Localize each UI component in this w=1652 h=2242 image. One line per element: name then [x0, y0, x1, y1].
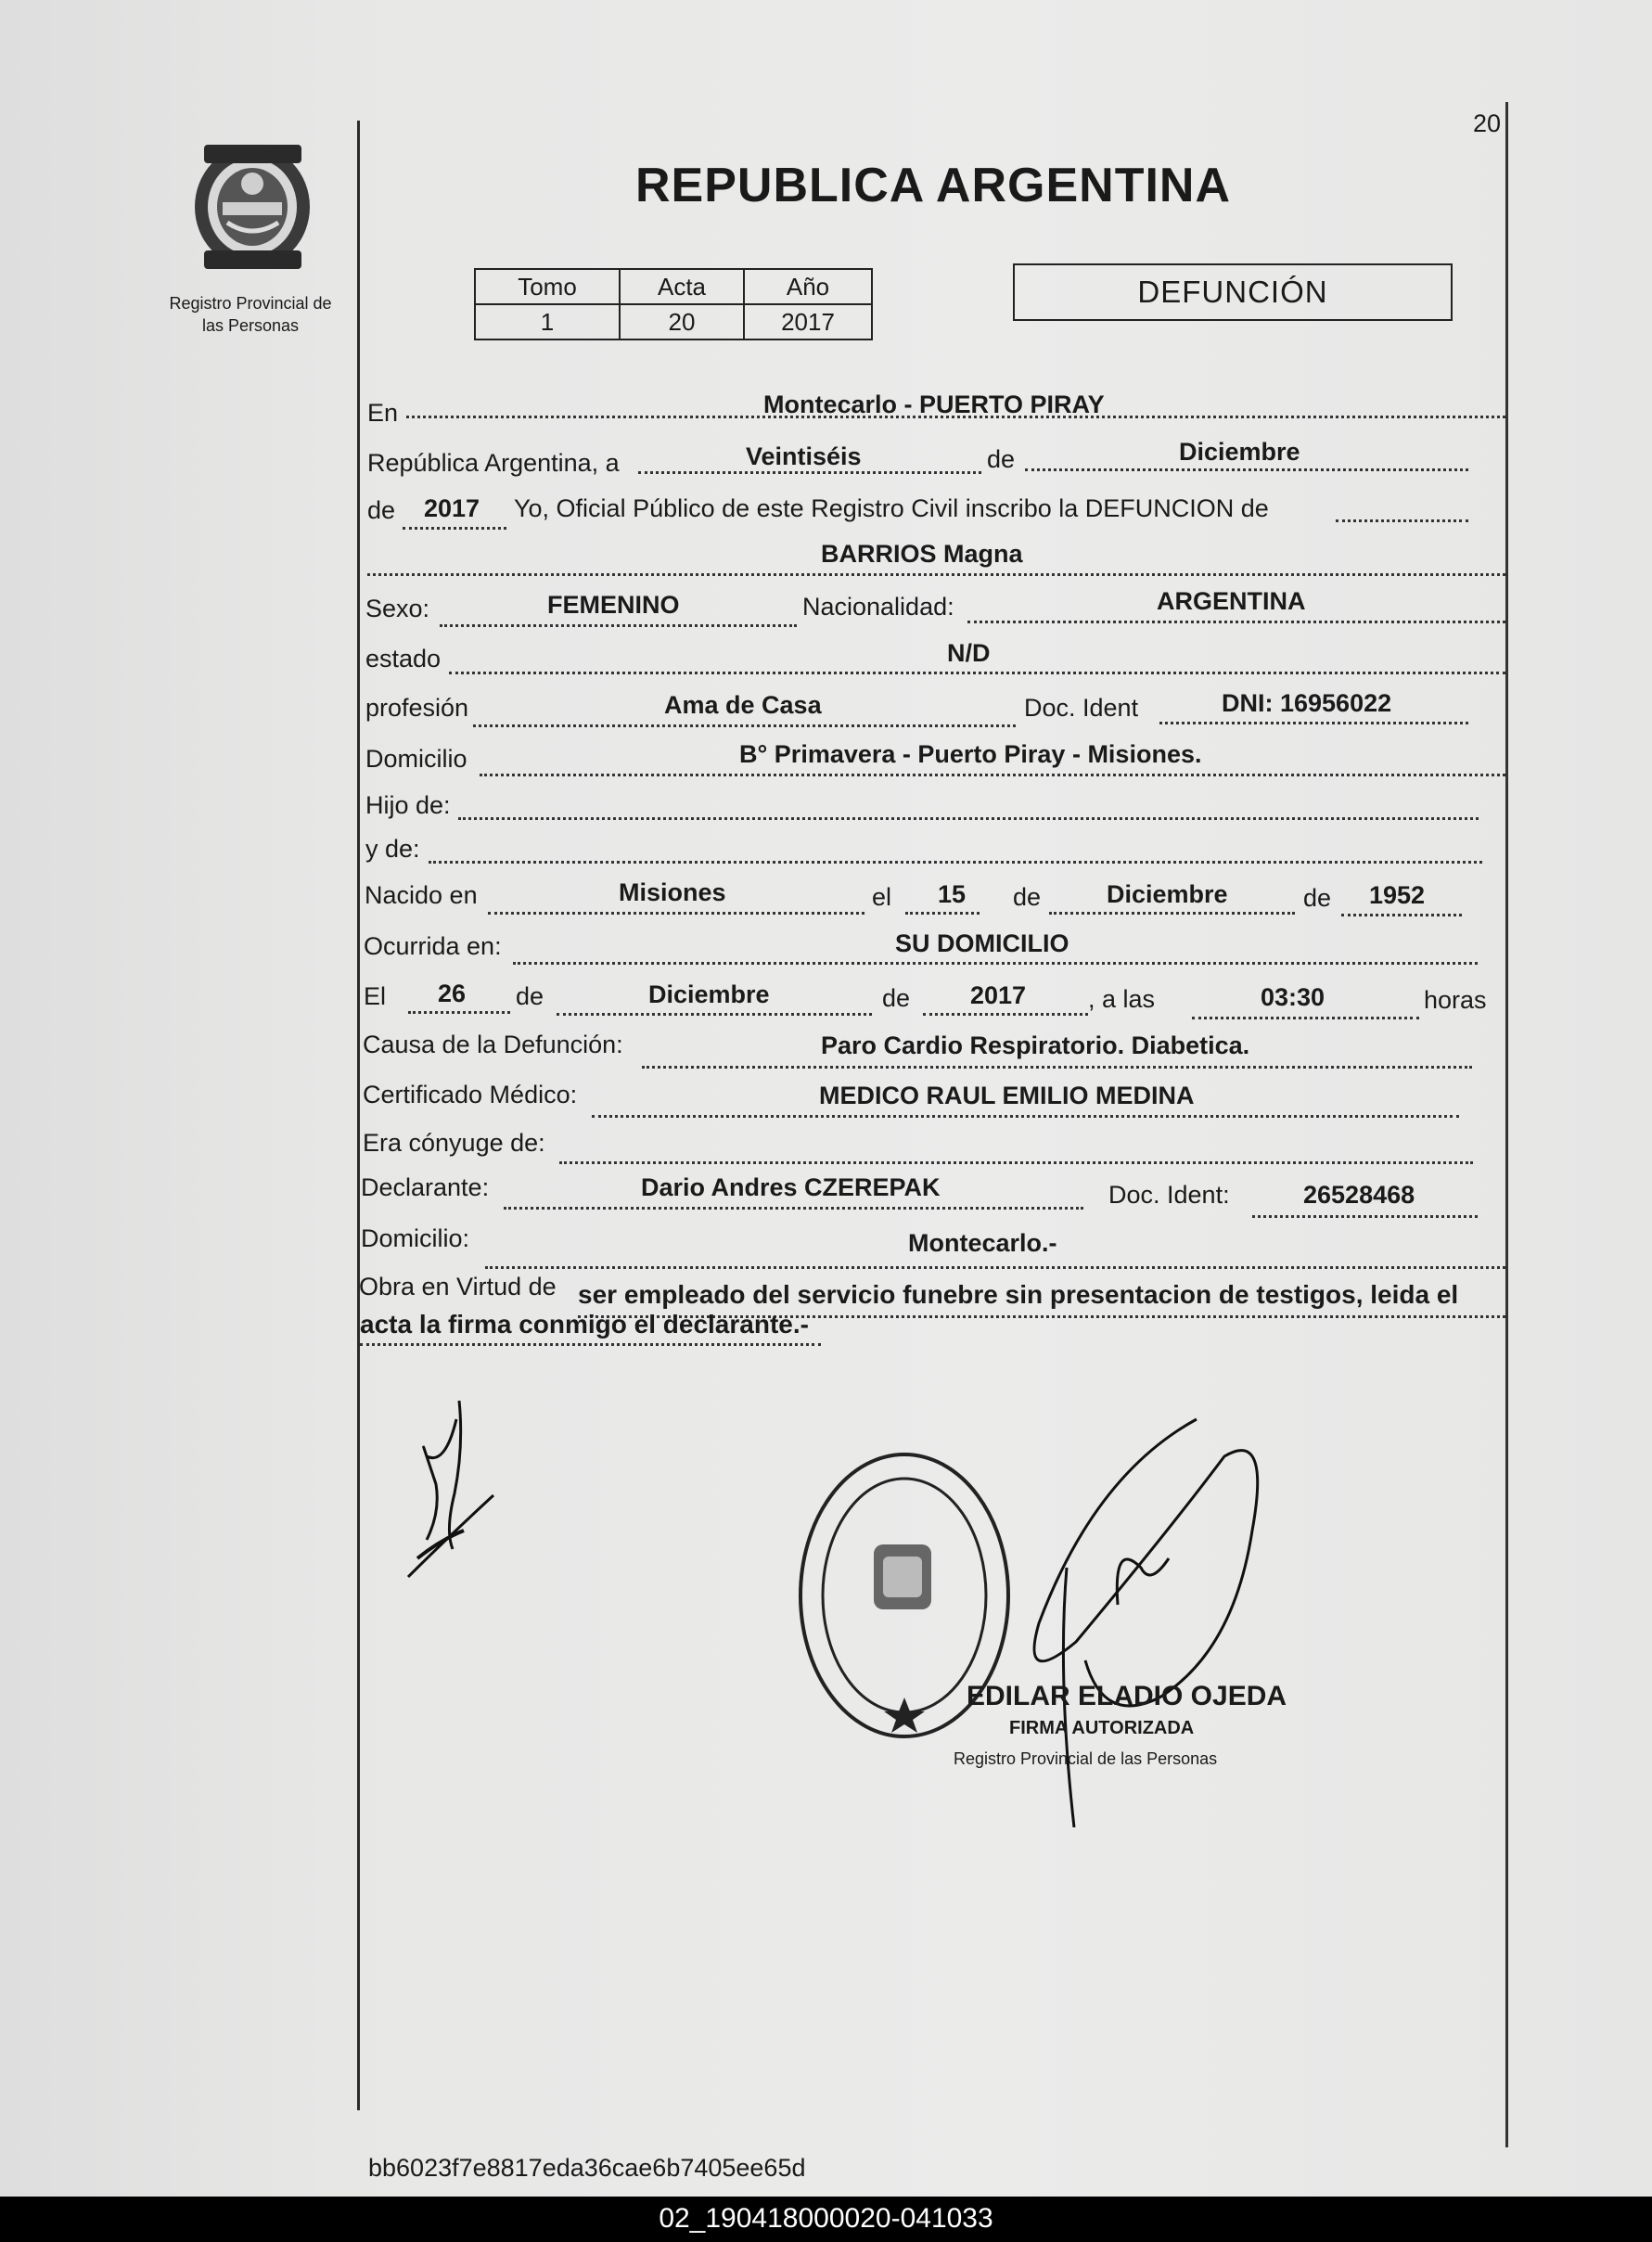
label-sexo: Sexo:: [365, 595, 430, 622]
value-fallecido: BARRIOS Magna: [821, 540, 1023, 568]
line-certificado: [592, 1115, 1459, 1118]
label-el: el: [872, 883, 892, 911]
label-hijo-de: Hijo de:: [365, 791, 451, 819]
line-documento: [1159, 722, 1468, 724]
label-conyuge: Era cónyuge de:: [363, 1129, 545, 1157]
document-hash: bb6023f7e8817eda36cae6b7405ee65d: [368, 2154, 806, 2182]
line-causa: [642, 1066, 1472, 1069]
value-domicilio: B° Primavera - Puerto Piray - Misiones.: [739, 740, 1202, 768]
left-margin-line: [357, 121, 360, 2110]
value-nacimiento-dia: 15: [938, 880, 967, 908]
label-de: de: [987, 445, 1016, 473]
label-el-upper: El: [364, 982, 387, 1010]
registry-label: [153, 292, 348, 337]
right-margin-line: [1505, 102, 1508, 2147]
line-nacimiento-anio: [1341, 914, 1462, 916]
value-dia-registro: Veintiséis: [746, 442, 862, 470]
label-doc-ident: Doc. Ident: [1024, 694, 1139, 722]
label-certificado: Certificado Médico:: [363, 1081, 578, 1108]
provincial-seal-logo: [186, 137, 320, 276]
label-de: de: [516, 982, 544, 1010]
ref-value-tomo: 1: [475, 304, 620, 340]
declarant-signature: [390, 1391, 519, 1614]
value-estado: N/D: [947, 639, 991, 667]
label-republica: República Argentina, a: [367, 449, 620, 477]
label-doc-ident-declarante: Doc. Ident:: [1108, 1181, 1230, 1209]
label-nacido-en: Nacido en: [365, 881, 478, 909]
value-obra-line2: acta la firma conmigo el declarante.-: [360, 1310, 809, 1339]
label-yo-oficial: Yo, Oficial Público de este Registro Civil inscribo la DEFUNCION de: [514, 494, 1269, 522]
line-hora: [1192, 1017, 1419, 1019]
line-domicilio: [480, 774, 1505, 776]
label-obra-en-virtud: Obra en Virtud de: [359, 1273, 557, 1300]
record-type-box: DEFUNCIÓN: [1013, 263, 1453, 321]
value-ocurrida-en: SU DOMICILIO: [895, 929, 1069, 957]
line-obra-2: [360, 1343, 821, 1346]
label-de: de: [1013, 883, 1042, 911]
ref-value-acta: 20: [620, 304, 744, 340]
line-nacionalidad: [967, 621, 1505, 623]
label-de: de: [367, 496, 396, 524]
value-obra-line1: ser empleado del servicio funebre sin presentacion de testigos, leida el: [578, 1280, 1459, 1309]
ref-header-tomo: Tomo: [475, 269, 620, 304]
label-estado: estado: [365, 645, 442, 673]
line-ocurrida-en: [513, 962, 1478, 965]
line-estado: [449, 672, 1505, 674]
value-profesion: Ama de Casa: [664, 691, 822, 719]
label-nacionalidad: Nacionalidad:: [802, 593, 954, 621]
value-defuncion-anio: 2017: [970, 981, 1027, 1009]
line-defuncion-mes: [557, 1013, 872, 1016]
line-nacimiento-mes: [1049, 912, 1295, 915]
value-declarante-domicilio: Montecarlo.-: [908, 1229, 1057, 1257]
line-anio-registro: [403, 527, 506, 530]
line-declarante: [504, 1207, 1083, 1210]
line-declarante-domicilio: [485, 1266, 1505, 1269]
value-nacimiento-mes: Diciembre: [1107, 880, 1228, 908]
line-fallecido: [367, 573, 1505, 576]
label-horas: horas: [1424, 986, 1487, 1014]
line-y-de: [429, 861, 1482, 864]
line-conyuge: [559, 1161, 1473, 1164]
value-nacionalidad: ARGENTINA: [1157, 587, 1306, 615]
official-signature: [955, 1419, 1280, 1837]
value-hora: 03:30: [1261, 983, 1325, 1011]
ref-value-anio: 2017: [744, 304, 872, 340]
line-mes-registro: [1025, 468, 1468, 471]
value-declarante-doc: 26528468: [1303, 1181, 1415, 1209]
label-domicilio: Domicilio: [365, 745, 467, 773]
value-defuncion-dia: 26: [438, 980, 467, 1007]
value-sexo: FEMENINO: [547, 591, 680, 619]
reference-table: [474, 268, 873, 340]
value-mes-registro: Diciembre: [1179, 438, 1300, 466]
value-documento: DNI: 16956022: [1222, 689, 1392, 717]
ref-header-anio: Año: [744, 269, 872, 304]
registry-label-line1: Registro Provincial de: [169, 294, 332, 313]
line-declarante-doc: [1252, 1215, 1478, 1218]
line-sexo: [440, 624, 797, 627]
label-de: de: [882, 984, 911, 1012]
label-a-las: , a las: [1088, 985, 1156, 1013]
line-profesion: [473, 724, 1016, 727]
official-name: EDILAR ELADIO OJEDA: [967, 1681, 1287, 1711]
value-nacido-en: Misiones: [619, 878, 726, 906]
official-role: FIRMA AUTORIZADA: [1009, 1718, 1195, 1738]
official-office: Registro Provincial de las Personas: [954, 1749, 1218, 1768]
footer-code: 02_190418000020-041033: [659, 2203, 993, 2234]
ref-header-acta: Acta: [620, 269, 744, 304]
line-nacimiento-dia: [905, 912, 980, 915]
page-number: 20: [1473, 109, 1502, 137]
label-domicilio-declarante: Domicilio:: [361, 1224, 470, 1252]
value-defuncion-mes: Diciembre: [648, 980, 770, 1008]
line-defuncion-anio: [923, 1013, 1088, 1016]
value-causa: Paro Cardio Respiratorio. Diabetica.: [821, 1031, 1250, 1059]
value-lugar: Montecarlo - PUERTO PIRAY: [763, 391, 1105, 418]
line-nacido-en: [488, 912, 864, 915]
label-en: En: [367, 399, 399, 427]
registry-label-line2: las Personas: [201, 316, 300, 335]
line-defuncion-dia: [408, 1011, 510, 1014]
label-de: de: [1303, 884, 1332, 912]
page-title: REPUBLICA ARGENTINA: [635, 159, 1232, 212]
value-anio-registro: 2017: [424, 494, 480, 522]
label-ocurrida-en: Ocurrida en:: [364, 932, 502, 960]
value-certificado: MEDICO RAUL EMILIO MEDINA: [819, 1082, 1195, 1109]
label-profesion: profesión: [365, 694, 469, 722]
label-declarante: Declarante:: [361, 1173, 490, 1201]
line-dia-registro: [638, 471, 981, 474]
value-nacimiento-anio: 1952: [1369, 881, 1426, 909]
value-declarante: Dario Andres CZEREPAK: [641, 1173, 941, 1201]
line-defuncion-de: [1336, 519, 1468, 522]
line-hijo-de: [458, 817, 1479, 820]
label-causa: Causa de la Defunción:: [363, 1031, 623, 1058]
label-y-de: y de:: [365, 835, 420, 863]
